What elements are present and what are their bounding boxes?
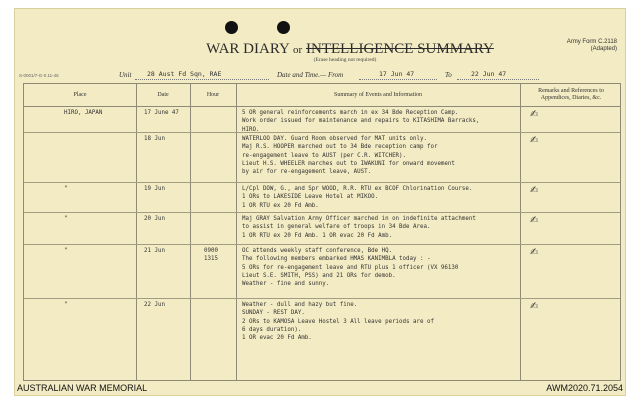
entry-date: 18 Jun bbox=[144, 136, 165, 142]
summary-line: by air for re-engagement leave, AUST. bbox=[242, 169, 372, 176]
punch-hole-right bbox=[277, 21, 290, 34]
entry-summary bbox=[242, 301, 518, 342]
row-divider bbox=[24, 298, 620, 299]
page-title bbox=[195, 41, 505, 58]
entry-summary bbox=[242, 215, 518, 240]
date-from: 17 Jun 47 bbox=[379, 70, 415, 78]
summary-line: Work order issued for maintenance and repairs to KITASHIMA Barracks, bbox=[242, 118, 480, 125]
col-divider bbox=[520, 84, 521, 380]
entry-place: HIRO, JAPAN bbox=[64, 110, 103, 116]
row-divider bbox=[24, 244, 620, 245]
entry-summary bbox=[242, 185, 518, 210]
entry-date: 22 Jun bbox=[144, 302, 165, 308]
summary-line: Lieut S.E. SMITH, PSS) and 21 ORs for demob. bbox=[242, 272, 396, 279]
date-label: Date and Time.— From bbox=[277, 71, 344, 79]
row-divider bbox=[24, 182, 620, 183]
date-to: 22 Jun 47 bbox=[471, 70, 507, 78]
unit-underline bbox=[135, 79, 269, 80]
entry-place: " bbox=[64, 248, 68, 254]
col-header-date: Date bbox=[157, 91, 169, 98]
col-header-hour: Hour bbox=[206, 91, 220, 98]
unit-label: Unit bbox=[119, 71, 132, 79]
date-to-label: To bbox=[445, 71, 452, 79]
summary-line: 1 OR evac 20 Fd Amb. bbox=[242, 335, 312, 342]
summary-line: Lieut H.S. WHEELER marches out to IWAKUNI for onward movement bbox=[242, 160, 455, 167]
summary-line: HIRO. bbox=[242, 126, 260, 133]
diary-table bbox=[23, 83, 621, 381]
summary-line: 5 ORs for re-engagement leave and RTU plus 1 officer (VX 96130 bbox=[242, 264, 459, 271]
summary-line: Weather - dull and hazy but fine. bbox=[242, 302, 358, 308]
summary-line: 6 days duration). bbox=[242, 326, 302, 333]
summary-line: to assist in general welfare of troops in 34 Bde Area. bbox=[242, 224, 431, 231]
initials-signature: ✍ bbox=[530, 135, 539, 146]
entry-place: " bbox=[64, 186, 68, 192]
summary-line: Maj R.S. HOOPER marched out to 34 Bde reception camp for bbox=[242, 144, 438, 151]
erase-note: (Erase heading not required) bbox=[313, 57, 377, 63]
header-divider bbox=[24, 106, 620, 107]
initials-signature: ✍ bbox=[530, 185, 539, 196]
footer-left: AUSTRALIAN WAR MEMORIAL bbox=[17, 383, 148, 393]
summary-line: 1 ORs to LAKESIDE Leave Hotel at MIKOO. bbox=[242, 194, 379, 201]
summary-line: Weather - fine and sunny. bbox=[242, 281, 330, 288]
summary-line: WATERLOO DAY. Guard Room observed for MAT units only. bbox=[242, 136, 427, 142]
entry-place: " bbox=[64, 216, 68, 222]
title-struck: INTELLIGENCE SUMMARY bbox=[305, 41, 494, 57]
date-from-underline bbox=[359, 79, 437, 80]
col-divider bbox=[190, 84, 191, 380]
entry-summary bbox=[242, 247, 518, 288]
army-form-number: Army Form C.2118 bbox=[566, 39, 617, 45]
entry-date: 17 June 47 bbox=[144, 110, 179, 116]
entry-summary bbox=[242, 135, 518, 176]
summary-line: L/Cpl DOW, G., and Spr WOOD, R.R. RTU ex BCOF Chlorination Course. bbox=[242, 186, 473, 192]
summary-line: Maj GRAY Salvation Army Officer marched in on indefinite attachment bbox=[242, 216, 476, 222]
summary-line: 1 OR RTU ex 20 Fd Amb. bbox=[242, 202, 319, 209]
entry-date: 20 Jun bbox=[144, 216, 165, 222]
summary-line: re-engagement leave to AUST (per C.R. WITCHER). bbox=[242, 152, 407, 159]
summary-line: OC attends weekly staff conference, Bde HQ. bbox=[242, 248, 393, 254]
title-or: or bbox=[293, 44, 303, 56]
initials-signature: ✍ bbox=[530, 109, 539, 120]
col-divider bbox=[236, 84, 237, 380]
initials-signature: ✍ bbox=[530, 247, 539, 258]
date-to-underline bbox=[457, 79, 539, 80]
summary-line: 2 ORs to KAMOSA Leave Hostel 3 All leave periods are of bbox=[242, 318, 434, 325]
summary-line: 1 OR RTU ex 20 Fd Amb. 1 OR evac 20 Fd Amb. bbox=[242, 232, 393, 239]
title-main: WAR DIARY bbox=[206, 41, 290, 57]
summary-line: SUNDAY - REST DAY. bbox=[242, 310, 305, 317]
summary-line: 5 OR general reinforcements march in ex 34 Bde Reception Camp. bbox=[242, 110, 459, 116]
punch-hole-left bbox=[225, 21, 238, 34]
row-divider bbox=[24, 132, 620, 133]
summary-line: The following members embarked HMAS KANIMBLA today : - bbox=[242, 256, 431, 263]
entry-place: " bbox=[64, 302, 68, 308]
entry-date: 19 Jun bbox=[144, 186, 165, 192]
entry-summary bbox=[242, 109, 518, 133]
war-diary-sheet bbox=[14, 8, 626, 396]
col-header-place: Place bbox=[73, 91, 87, 98]
initials-signature: ✍ bbox=[530, 215, 539, 226]
initials-signature: ✍ bbox=[530, 301, 539, 312]
col-header-remarks: Remarks and References to Appendices, Diaries, &c. bbox=[538, 88, 604, 101]
entry-date: 21 Jun bbox=[144, 248, 165, 254]
entry-hour: 0900 1315 bbox=[204, 248, 218, 263]
row-divider bbox=[24, 212, 620, 213]
col-header-summary: Summary of Events and Information bbox=[334, 91, 422, 98]
army-form bbox=[567, 39, 617, 53]
footer-right: AWM2020.71.2054 bbox=[546, 383, 623, 393]
col-divider bbox=[136, 84, 137, 380]
army-form-sub: (Adapted) bbox=[590, 46, 617, 52]
form-code: S-0001/7-G-0.11-46 bbox=[19, 73, 59, 78]
unit-value: 28 Aust Fd Sqn, RAE bbox=[147, 70, 222, 78]
